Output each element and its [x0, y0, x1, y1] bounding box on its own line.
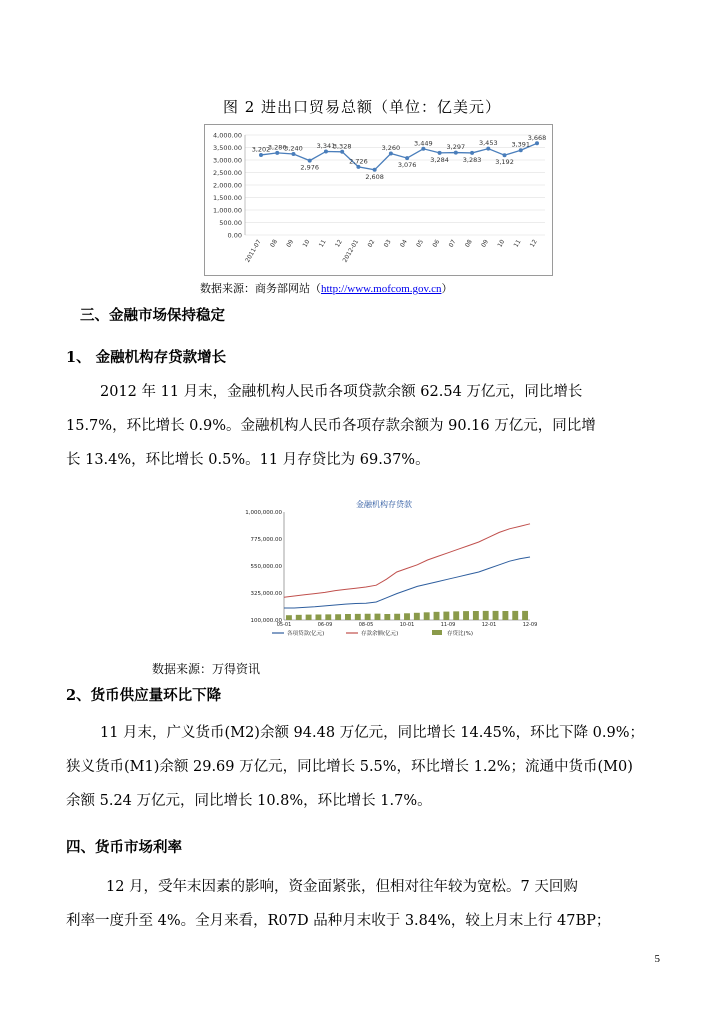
x-tick-label: 02 — [366, 238, 377, 249]
chart-legend — [272, 629, 473, 637]
x-tick-label: 11 — [317, 238, 328, 249]
paragraph-loans-deposits — [66, 375, 662, 477]
paragraph-interest-rates — [66, 870, 662, 938]
legend-label: 存贷比(%) — [447, 631, 474, 637]
data-label: 3,453 — [478, 139, 498, 148]
chart-source: 数据来源：万得资讯 — [152, 662, 261, 676]
ratio-bar — [345, 614, 351, 620]
ratio-bar — [463, 611, 469, 620]
ratio-bar — [296, 615, 302, 620]
y-tick-label: 2,000.00 — [213, 181, 242, 190]
series-ratio-bars — [286, 611, 528, 620]
data-point — [486, 147, 490, 151]
x-tick-label: 05-01 — [276, 622, 292, 628]
data-label: 3,668 — [527, 133, 547, 142]
series-line-deposits — [284, 524, 530, 597]
data-point — [389, 152, 393, 156]
paragraph-line: 余额 5.24 万亿元，同比增长 10.8%，环比增长 1.7%。 — [66, 793, 432, 809]
y-tick-label: 0.00 — [227, 231, 242, 240]
data-point — [454, 151, 458, 155]
x-tick-label: 08 — [463, 238, 474, 249]
trade-volume-chart-svg — [205, 125, 552, 275]
legend-label: 各项贷款(亿元) — [287, 631, 325, 637]
data-label: 3,076 — [397, 161, 417, 170]
x-tick-label: 08 — [269, 238, 279, 249]
ratio-bar — [522, 611, 528, 620]
y-tick-label: 550,000.00 — [250, 564, 282, 570]
y-axis-ticks — [213, 132, 242, 240]
series-trade-total — [252, 134, 547, 181]
y-tick-label: 3,500.00 — [213, 144, 242, 152]
ratio-bar — [443, 612, 449, 620]
data-label: 2,726 — [349, 157, 368, 166]
data-point — [373, 168, 377, 172]
x-tick-label: 07 — [447, 238, 458, 249]
ratio-bar — [483, 611, 489, 620]
x-tick-label: 12 — [334, 238, 344, 249]
y-tick-label: 1,000,000.00 — [245, 510, 282, 516]
x-tick-label: 09 — [285, 238, 296, 249]
subsection-heading-1: 1、 金融机构存贷款增长 — [66, 349, 227, 366]
y-axis-ticks — [245, 510, 530, 624]
x-tick-label: 08-05 — [358, 622, 374, 628]
data-point — [535, 141, 539, 145]
legend-swatch — [432, 630, 442, 635]
section-heading-4: 四、货币市场利率 — [66, 839, 182, 856]
data-label: 3,202 — [251, 145, 271, 154]
paragraph-line: 2012 年 11 月末，金融机构人民币各项贷款余额 62.54 万亿元，同比增长 — [100, 384, 583, 400]
data-point — [356, 165, 360, 169]
y-tick-label: 2,500.00 — [213, 169, 242, 177]
x-tick-label: 10 — [496, 238, 507, 249]
x-tick-label: 04 — [398, 238, 409, 249]
ratio-bar — [355, 614, 361, 620]
data-label: 3,240 — [284, 144, 303, 153]
y-tick-label: 325,000.00 — [250, 591, 282, 597]
data-label: 2,976 — [300, 163, 320, 172]
loans-deposits-chart — [234, 498, 538, 642]
x-tick-label: 06-09 — [317, 622, 333, 628]
figure-title: 图 2 进出口贸易总额（单位：亿美元） — [222, 98, 502, 116]
paragraph-line: 15.7%，环比增长 0.9%。金融机构人民币各项存款余额为 90.16 万亿元，同比增 — [66, 418, 596, 434]
paragraph-line: 12 月，受年末因素的影响，资金面紧张，但相对往年较为宽松。7 天回购 — [106, 879, 578, 895]
data-label: 3,192 — [495, 158, 514, 167]
figure-source — [200, 280, 452, 296]
ratio-bar — [424, 612, 430, 620]
data-label: 3,286 — [267, 143, 287, 152]
data-point — [324, 149, 328, 153]
paragraph-line: 利率一度升至 4%。全月来看，R07D 品种月末收于 3.84%，较上月末上行 47BP； — [66, 913, 611, 929]
ratio-bar — [414, 613, 420, 620]
ratio-bar — [453, 611, 459, 620]
data-label: 2,608 — [365, 172, 384, 181]
chart-title: 金融机构存贷款 — [356, 500, 412, 509]
data-label: 3,341 — [316, 141, 336, 150]
data-label: 3,283 — [462, 155, 482, 164]
data-point — [438, 151, 442, 155]
data-point — [259, 153, 263, 157]
data-point — [275, 151, 279, 155]
ratio-bar — [325, 614, 331, 620]
data-label: 3,449 — [414, 139, 433, 148]
x-axis-ticks — [244, 238, 539, 263]
x-axis-ticks — [277, 622, 538, 628]
x-tick-label: 12-09 — [522, 622, 538, 628]
trade-volume-chart — [204, 124, 553, 276]
subsection-heading-2: 2、货币供应量环比下降 — [66, 687, 222, 704]
data-point — [519, 148, 523, 152]
ratio-bar — [512, 611, 518, 620]
ratio-bar — [306, 615, 312, 620]
data-point — [291, 152, 295, 156]
data-point — [405, 156, 409, 160]
paragraph-line: 狭义货币(M1)余额 29.69 万亿元，同比增长 5.5%，环比增长 1.2%；流通中货币(M0) — [66, 759, 633, 775]
data-label: 3,391 — [511, 140, 531, 149]
paragraph-line: 11 月末，广义货币(M2)余额 94.48 万亿元，同比增长 14.45%，环比下降 0.9%； — [100, 725, 645, 741]
ratio-bar — [473, 611, 479, 620]
data-label: 3,260 — [381, 144, 401, 152]
series-line-loans — [284, 557, 530, 608]
ratio-bar — [434, 612, 440, 620]
x-tick-label: 12 — [528, 238, 539, 249]
data-label: 3,297 — [446, 143, 466, 152]
ratio-bar — [384, 614, 390, 620]
x-tick-label: 09 — [480, 238, 491, 249]
data-point — [308, 159, 312, 163]
ratio-bar — [394, 614, 400, 620]
y-tick-label: 500.00 — [219, 219, 242, 227]
x-tick-label: 10 — [301, 238, 312, 249]
x-tick-label: 2012-01 — [341, 238, 361, 264]
page-number: 5 — [654, 953, 660, 965]
series-lines — [284, 524, 530, 608]
ratio-bar — [286, 615, 292, 620]
x-tick-label: 11 — [512, 238, 523, 249]
ratio-bar — [404, 613, 410, 620]
y-tick-label: 3,000.00 — [213, 156, 242, 165]
y-tick-label: 4,000.00 — [213, 131, 242, 140]
section-heading-3: 三、金融市场保持稳定 — [80, 307, 225, 324]
ratio-bar — [375, 614, 381, 620]
ratio-bar — [335, 614, 341, 620]
data-point — [470, 151, 474, 155]
y-tick-label: 775,000.00 — [250, 537, 282, 543]
x-tick-label: 10-01 — [399, 622, 415, 628]
source-suffix: ） — [441, 283, 453, 295]
y-tick-label: 100,000.00 — [250, 618, 282, 624]
source-prefix: 数据来源：商务部网站（ — [200, 283, 321, 295]
data-point — [421, 147, 425, 151]
ratio-bar — [493, 611, 499, 620]
x-tick-label: 11-09 — [440, 622, 456, 628]
x-tick-label: 2011-07 — [244, 238, 263, 264]
y-tick-label: 1,000.00 — [213, 206, 242, 215]
data-point — [340, 150, 344, 154]
legend-label: 存款余额(亿元) — [361, 631, 399, 637]
data-label: 3,284 — [430, 155, 449, 164]
mofcom-link[interactable]: http://www.mofcom.gov.cn — [321, 283, 442, 295]
loans-deposits-chart-svg — [234, 498, 538, 642]
ratio-bar — [315, 614, 321, 620]
paragraph-money-supply — [66, 716, 662, 818]
x-tick-label: 03 — [382, 238, 393, 249]
data-label: 3,328 — [332, 142, 352, 151]
paragraph-line: 长 13.4%，环比增长 0.5%。11 月存贷比为 69.37%。 — [66, 452, 430, 468]
x-tick-label: 06 — [431, 238, 442, 249]
data-point — [503, 153, 507, 157]
x-tick-label: 12-01 — [481, 622, 497, 628]
y-tick-label: 1,500.00 — [213, 194, 242, 202]
x-tick-label: 05 — [415, 238, 426, 249]
ratio-bar — [365, 614, 371, 620]
ratio-bar — [502, 611, 508, 620]
